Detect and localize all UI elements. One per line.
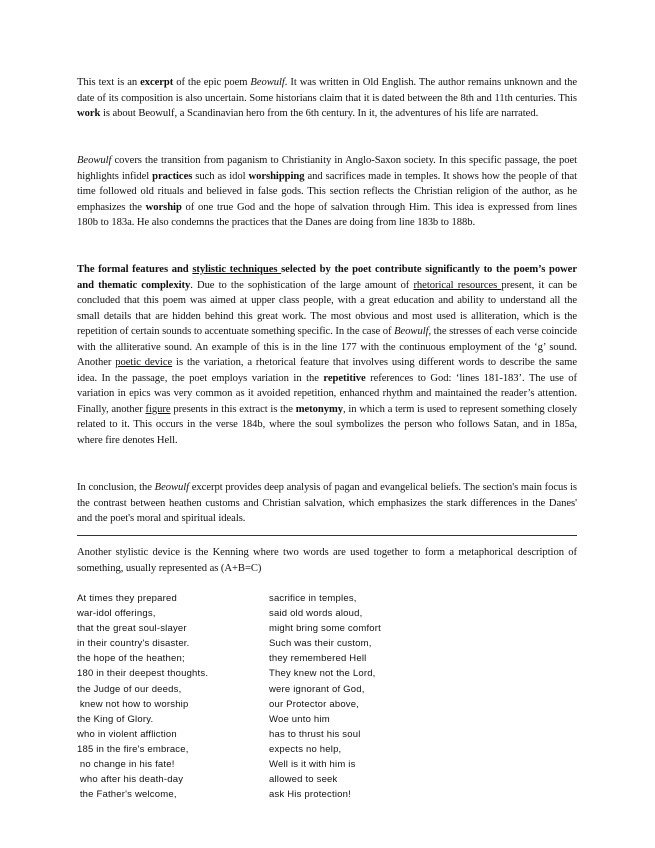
bold-heading-end: selected by the poet contribute significantly to the poem’s power and thematic complexity	[77, 264, 577, 291]
text-run: is about Beowulf, a Scandinavian hero from the 6th century. In it, the adventures of his life are narrated.	[100, 108, 539, 119]
text-run: Another stylistic device is the Kenning where two words are used together to form a metaphorical description of something, usually represented as (A+B=C)	[77, 547, 577, 574]
poem-line: who after his death-day	[77, 774, 184, 786]
poem-line: 185 in the fire's embrace,	[77, 743, 189, 755]
text-run: is the variation, a rhetorical feature that involves using different words to describe the same idea. In the passage, the poet employs variation in the	[77, 357, 577, 384]
poem-line: the Judge of our deeds,	[77, 683, 182, 695]
underline-figure: figure	[145, 403, 171, 415]
text-run: This text is an	[77, 77, 141, 88]
poem-line: war-idol offerings,	[77, 608, 156, 620]
underline-rhetorical: rhetorical resources	[413, 279, 502, 291]
poem-line: 180 in their deepest thoughts.	[77, 668, 209, 680]
poem-line: allowed to seek	[269, 774, 338, 786]
poem-line: the King of Glory.	[77, 713, 154, 725]
text-run: such as idol	[192, 170, 249, 182]
poem-line: were ignorant of God,	[269, 683, 365, 695]
paragraph-kenning	[77, 545, 577, 576]
poem-line: has to thrust his soul	[269, 728, 361, 740]
poem-line: knew not how to worship	[77, 698, 189, 710]
poem-line: expects no help,	[269, 743, 342, 755]
poem-line: ask His protection!	[269, 789, 351, 801]
poem-line: Such was their custom,	[269, 638, 372, 650]
bold-worshipping: worshipping	[248, 170, 305, 182]
poem-column-left	[77, 591, 257, 802]
bold-repetitive: repetitive	[323, 372, 366, 384]
poem-line: no change in his fate!	[77, 759, 175, 771]
bold-practices: practices	[152, 170, 193, 182]
text-run: covers the transition from paganism to Christianity in Anglo-Saxon society. In this specific passage, the poet highlights infidel	[77, 155, 577, 182]
poem-line: sacrifice in temples,	[269, 593, 357, 604]
paragraph-formal-features	[77, 262, 577, 448]
text-run: references to God: ‘lines 181-183’. The use of variation in epics was very common as it avoided repetition, enhanced rhythm and maintained the reader’s attention. Finally, another	[77, 372, 577, 415]
poem-line: They knew not the Lord,	[269, 668, 376, 680]
poem-line: the Father's welcome,	[77, 789, 177, 801]
bold-underline-stylistic: stylistic techniques	[192, 264, 282, 275]
italic-beowulf: Beowulf	[250, 77, 285, 88]
poem-line: in their country's disaster.	[77, 638, 190, 650]
bold-worship: worship	[145, 201, 182, 213]
poem-column-right	[269, 591, 469, 802]
text-run: present, it can be concluded that this poem was aimed at upper class people, with a great education and ability to understand all the small details that are hidden behind this great work. The most obvious and most used is alliteration, which is the repetition of certain sounds to accentuate something specific. In the case of	[77, 279, 577, 337]
poem-line: the hope of the heathen;	[77, 653, 185, 665]
paragraph-transition	[77, 153, 577, 231]
paragraph-introduction	[77, 75, 577, 122]
text-run: In conclusion, the	[77, 482, 155, 493]
text-run: , in which a term is used to represent something closely related to it. This occurs in the verse 184b, where the soul symbolizes the person who follows Satan, and in 185a, where fire denotes Hell.	[77, 403, 577, 446]
text-run: presents in this extract is the	[170, 403, 296, 415]
text-run: . It was written in Old English. The author remains unknown and the date of its composition is also uncertain. Some historians claim that it is dated between the 8th and 11th centuries. This	[77, 77, 577, 104]
bold-heading-start: The formal features and	[77, 264, 193, 275]
poem-line: they remembered Hell	[269, 653, 367, 665]
text-run: of the epic poem	[173, 77, 251, 88]
poem-line: might bring some comfort	[269, 623, 381, 635]
poem-line: that the great soul-slayer	[77, 623, 187, 635]
poem-line: At times they prepared	[77, 593, 177, 604]
poem-line: our Protector above,	[269, 698, 360, 710]
text-run: , the stresses of each verse coincide with the alliterative sound. An example of this is in the line 177 with the continuous employment of the ‘g’ sound. Another	[77, 326, 577, 368]
underline-poetic-device: poetic device	[115, 357, 173, 368]
text-run: excerpt provides deep analysis of pagan and evangelical beliefs. The section's main focus is the contrast between heathen customs and Christian salvation, which emphasizes the stark differences in the Danes' and the poet's moral and spiritual ideals.	[77, 482, 577, 524]
bold-metonymy: metonymy	[295, 403, 343, 415]
italic-beowulf: Beowulf	[77, 155, 112, 166]
text-run: of one true God and the hope of salvation through Him. This idea is expressed from lines 180b to 183a. He also condemns the practices that the Danes are doing from line 183b to 188b.	[77, 201, 577, 228]
text-run: . Due to the sophistication of the large amount of	[190, 279, 414, 291]
horizontal-divider	[77, 535, 577, 536]
italic-beowulf: Beowulf	[154, 482, 190, 493]
paragraph-conclusion	[77, 480, 577, 527]
poem-line: who in violent affliction	[77, 728, 177, 740]
text-run: and sacrifices made in temples. It shows how the people of that time followed old rituals and believed in false gods. This section reflects the Christian religion of the author, as he emphasizes the	[77, 170, 577, 213]
bold-excerpt: excerpt	[140, 77, 174, 88]
italic-beowulf: Beowulf	[394, 326, 429, 337]
poem-line: Well is it with him is	[269, 759, 356, 771]
poem-line: said old words aloud,	[269, 608, 363, 620]
poem-line: Woe unto him	[269, 713, 330, 725]
bold-work: work	[77, 108, 101, 119]
